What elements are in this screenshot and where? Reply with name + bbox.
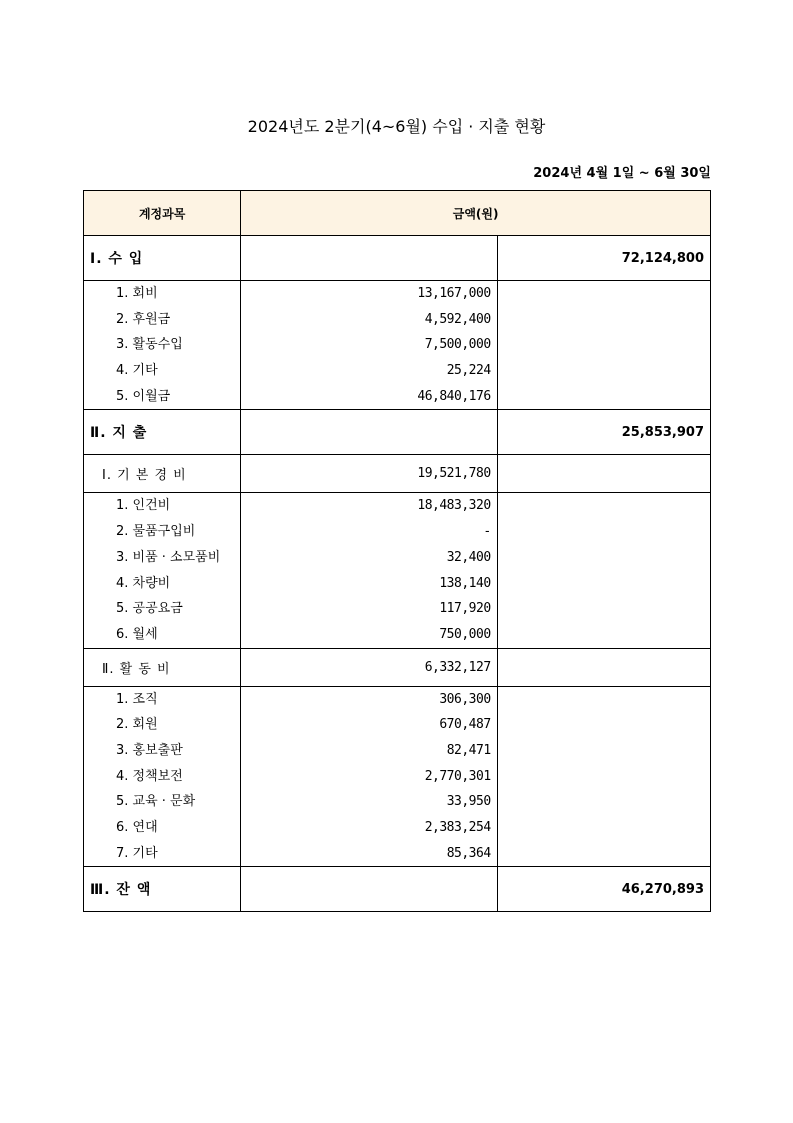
income-label: Ⅰ. 수 입 [84, 236, 241, 281]
item-label: 5. 이월금 [116, 388, 171, 404]
basic-item-labels [84, 493, 241, 648]
item-label: 2. 후원금 [116, 311, 171, 327]
item-amount: - [483, 524, 491, 540]
item-label: 2. 물품구입비 [116, 524, 196, 540]
item-amount: 33,950 [446, 794, 491, 810]
header-amount: 금액(원) [241, 191, 711, 236]
basic-expense-amount: 19,521,780 [241, 455, 497, 493]
item-label: 4. 기타 [116, 363, 158, 379]
income-total: 72,124,800 [497, 236, 710, 281]
item-amount: 32,400 [446, 549, 491, 565]
item-amount: 46,840,176 [417, 388, 491, 404]
item-label: 2. 회원 [116, 717, 158, 733]
item-label: 1. 회비 [116, 286, 158, 301]
expense-label: Ⅱ. 지 출 [84, 410, 241, 455]
item-amount: 85,364 [446, 845, 491, 861]
activity-item-amounts [241, 686, 497, 867]
ledger-table [83, 190, 711, 912]
item-amount: 750,000 [439, 626, 491, 642]
activity-expense-row [84, 648, 711, 686]
item-amount: 4,592,400 [424, 311, 491, 327]
item-amount: 82,471 [446, 742, 491, 758]
item-label: 4. 정책보전 [116, 768, 183, 784]
activity-expense-label: Ⅱ. 활 동 비 [84, 648, 241, 686]
item-amount: 25,224 [446, 363, 491, 379]
period-label: 2024년 4월 1일 ~ 6월 30일 [533, 166, 711, 181]
expense-row [84, 410, 711, 455]
basic-items-row [84, 493, 711, 648]
item-label: 6. 연대 [116, 820, 158, 835]
item-label: 6. 월세 [116, 626, 158, 642]
item-label: 5. 교육 · 문화 [116, 794, 196, 810]
income-items-row [84, 281, 711, 410]
income-row [84, 236, 711, 281]
item-amount: 2,770,301 [424, 768, 491, 784]
item-label: 5. 공공요금 [116, 601, 183, 617]
activity-expense-amount: 6,332,127 [241, 648, 497, 686]
item-amount: 13,167,000 [417, 286, 491, 301]
item-label: 1. 인건비 [116, 498, 171, 514]
page-title: 2024년도 2분기(4~6월) 수입 · 지출 현황 [247, 117, 546, 136]
item-amount: 2,383,254 [424, 820, 491, 835]
basic-item-amounts [241, 493, 497, 648]
balance-label: Ⅲ. 잔 액 [84, 867, 241, 912]
activity-item-labels [84, 686, 241, 867]
table-header-row [84, 191, 711, 236]
income-item-amounts [241, 281, 497, 410]
item-label: 3. 비품 · 소모품비 [116, 549, 221, 565]
income-item-labels [84, 281, 241, 410]
item-label: 1. 조직 [116, 691, 158, 707]
basic-expense-row [84, 455, 711, 493]
item-label: 3. 활동수입 [116, 337, 183, 353]
item-label: 7. 기타 [116, 845, 158, 861]
balance-row [84, 867, 711, 912]
expense-total: 25,853,907 [497, 410, 710, 455]
item-amount: 670,487 [439, 717, 491, 733]
activity-items-row [84, 686, 711, 867]
header-account: 계정과목 [84, 191, 241, 236]
balance-total: 46,270,893 [497, 867, 710, 912]
item-label: 4. 차량비 [116, 575, 171, 591]
item-amount: 7,500,000 [424, 337, 491, 353]
item-amount: 117,920 [439, 601, 491, 617]
item-amount: 18,483,320 [417, 498, 491, 514]
item-label: 3. 홍보출판 [116, 742, 183, 758]
item-amount: 138,140 [439, 575, 491, 591]
item-amount: 306,300 [439, 691, 491, 707]
basic-expense-label: Ⅰ. 기 본 경 비 [84, 455, 241, 493]
